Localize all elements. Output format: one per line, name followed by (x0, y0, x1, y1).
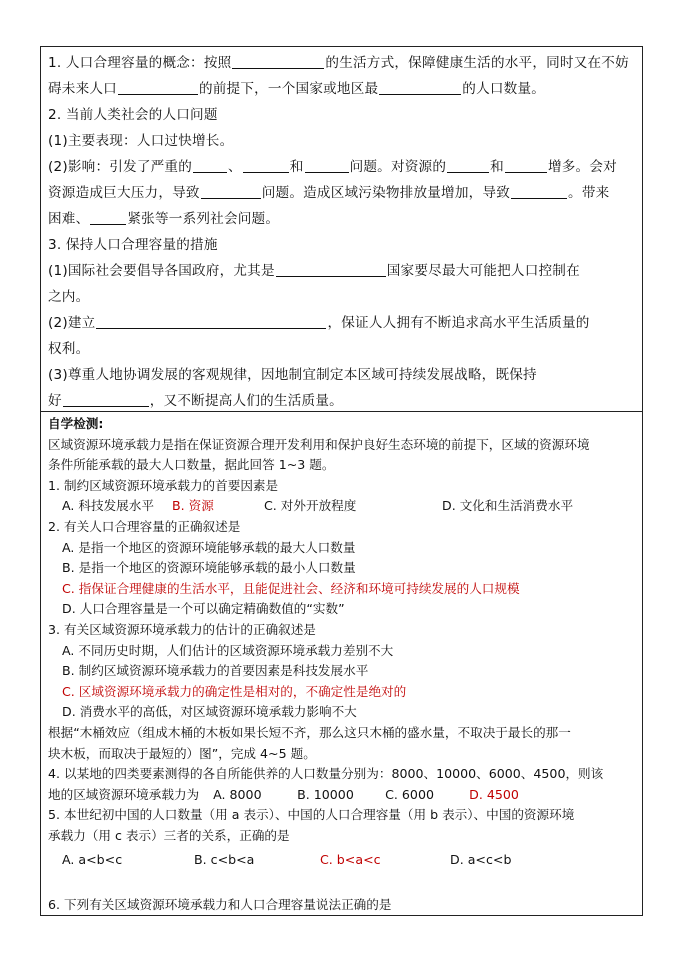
self-test-section (48, 414, 640, 916)
question-6: 6. 下列有关区域资源环境承载力和人口合理容量说法正确的是 (48, 897, 392, 913)
blank[interactable] (511, 183, 567, 199)
option-a[interactable]: A. 是指一个地区的资源环境能够承载的最大人口数量 (62, 539, 356, 555)
blank[interactable] (193, 157, 227, 173)
q3-line-2: 之内。 (48, 289, 90, 305)
intro-line-4: 块木板，而取决于最短的）图”，完成 4~5 题。 (48, 745, 316, 761)
intro-line-2: 条件所能承载的最大人口数量，据此回答 1~3 题。 (48, 457, 335, 473)
blank[interactable] (96, 313, 326, 329)
question-4: 4. 以某地的四类要素测得的各自所能供养的人口数量分别为：8000、10000、6000、4500，则该 (48, 766, 604, 782)
option-d[interactable]: D. a<c<b (450, 852, 512, 868)
q3-line-1: (1)国际社会要倡导各国政府，尤其是 国家要尽最大可能把人口控制在 (48, 263, 580, 279)
question-1-options (48, 496, 640, 517)
q2-line-3: 困难、 紧张等一系列社会问题。 (48, 211, 280, 227)
q1-line-2: 碍未来人口 的前提下，一个国家或地区最 的人口数量。 (48, 81, 546, 97)
q2-line-1: (2)影响：引发了严重的 、 和 问题。对资源的 和 增多。会对 (48, 159, 617, 175)
blank[interactable] (379, 79, 461, 95)
q1-line-1: 1. 人口合理容量的概念：按照 的生活方式，保障健康生活的水平，同时又在不妨 (48, 55, 629, 71)
question-3: 3. 有关区域资源环境承载力的估计的正确叙述是 (48, 621, 316, 637)
q3-line-3: (2)建立 ，保证人人拥有不断追求高水平生活质量的 (48, 315, 590, 331)
q2-title: 2. 当前人类社会的人口问题 (48, 107, 218, 123)
option-c[interactable]: C. 对外开放程度 (264, 498, 357, 514)
blank[interactable] (118, 79, 198, 95)
blank[interactable] (505, 157, 547, 173)
option-d[interactable]: D. 人口合理容量是一个可以确定精确数值的“实数” (62, 601, 345, 617)
option-c[interactable]: C. b<a<c (320, 852, 381, 868)
blank[interactable] (201, 183, 261, 199)
option-a[interactable]: A. a<b<c (62, 852, 123, 868)
blank[interactable] (243, 157, 289, 173)
option-a[interactable]: A. 8000 (213, 786, 262, 802)
blank[interactable] (305, 157, 349, 173)
option-d[interactable]: D. 4500 (469, 786, 519, 802)
question-5: 5. 本世纪初中国的人口数量（用 a 表示）、中国的人口合理容量（用 b 表示）、中国的资源环境 (48, 807, 575, 823)
option-b[interactable]: B. 10000 (297, 786, 354, 802)
option-c[interactable]: C. 指保证合理健康的生活水平，且能促进社会、经济和环境可持续发展的人口规模 (62, 580, 520, 596)
blank[interactable] (90, 209, 126, 225)
question-1: 1. 制约区域资源环境承载力的首要因素是 (48, 477, 279, 493)
intro-line-1: 区域资源环境承载力是指在保证资源合理开发利用和保护良好生态环境的前提下，区域的资源环境 (48, 436, 590, 452)
q3-line-6: 好 ，又不断提高人们的生活质量。 (48, 393, 343, 409)
blank[interactable] (276, 261, 386, 277)
q3-title: 3. 保持人口合理容量的措施 (48, 237, 218, 253)
option-d[interactable]: D. 文化和生活消费水平 (442, 498, 574, 514)
question-5-options (48, 850, 640, 871)
self-test-header: 自学检测: (48, 416, 104, 431)
question-2: 2. 有关人口合理容量的正确叙述是 (48, 518, 241, 534)
q2-line-2: 资源造成巨大压力，导致 问题。造成区域污染物排放量增加，导致 。带来 (48, 185, 610, 201)
blank[interactable] (232, 53, 324, 69)
q2-p1: (1)主要表现：人口过快增长。 (48, 133, 234, 149)
blank[interactable] (447, 157, 489, 173)
option-c[interactable]: C. 6000 (385, 786, 434, 802)
question-5-cont: 承载力（用 c 表示）三者的关系，正确的是 (48, 827, 290, 843)
q3-line-4: 权利。 (48, 341, 90, 357)
option-c[interactable]: C. 区域资源环境承载力的确定性是相对的，不确定性是绝对的 (62, 683, 407, 699)
option-b[interactable]: B. 是指一个地区的资源环境能够承载的最小人口数量 (62, 560, 356, 576)
option-b[interactable]: B. 资源 (172, 498, 214, 514)
notes-section (48, 50, 640, 414)
option-a[interactable]: A. 科技发展水平 (62, 498, 154, 514)
option-d[interactable]: D. 消费水平的高低，对区域资源环境承载力影响不大 (62, 704, 357, 720)
blank[interactable] (63, 391, 149, 407)
question-4-cont: 地的区域资源环境承载力为 A. 8000 B. 10000 C. 6000 D. 4500 (48, 785, 640, 806)
option-b[interactable]: B. 制约区域资源环境承载力的首要因素是科技发展水平 (62, 663, 369, 679)
option-b[interactable]: B. c<b<a (194, 852, 255, 868)
intro-line-3: 根据“木桶效应（组成木桶的木板如果长短不齐，那么这只木桶的盛水量，不取决于最长的那一 (48, 724, 571, 740)
option-a[interactable]: A. 不同历史时期，人们估计的区域资源环境承载力差别不大 (62, 642, 394, 658)
q3-line-5: (3)尊重人地协调发展的客观规律，因地制宜制定本区域可持续发展战略，既保持 (48, 367, 537, 383)
